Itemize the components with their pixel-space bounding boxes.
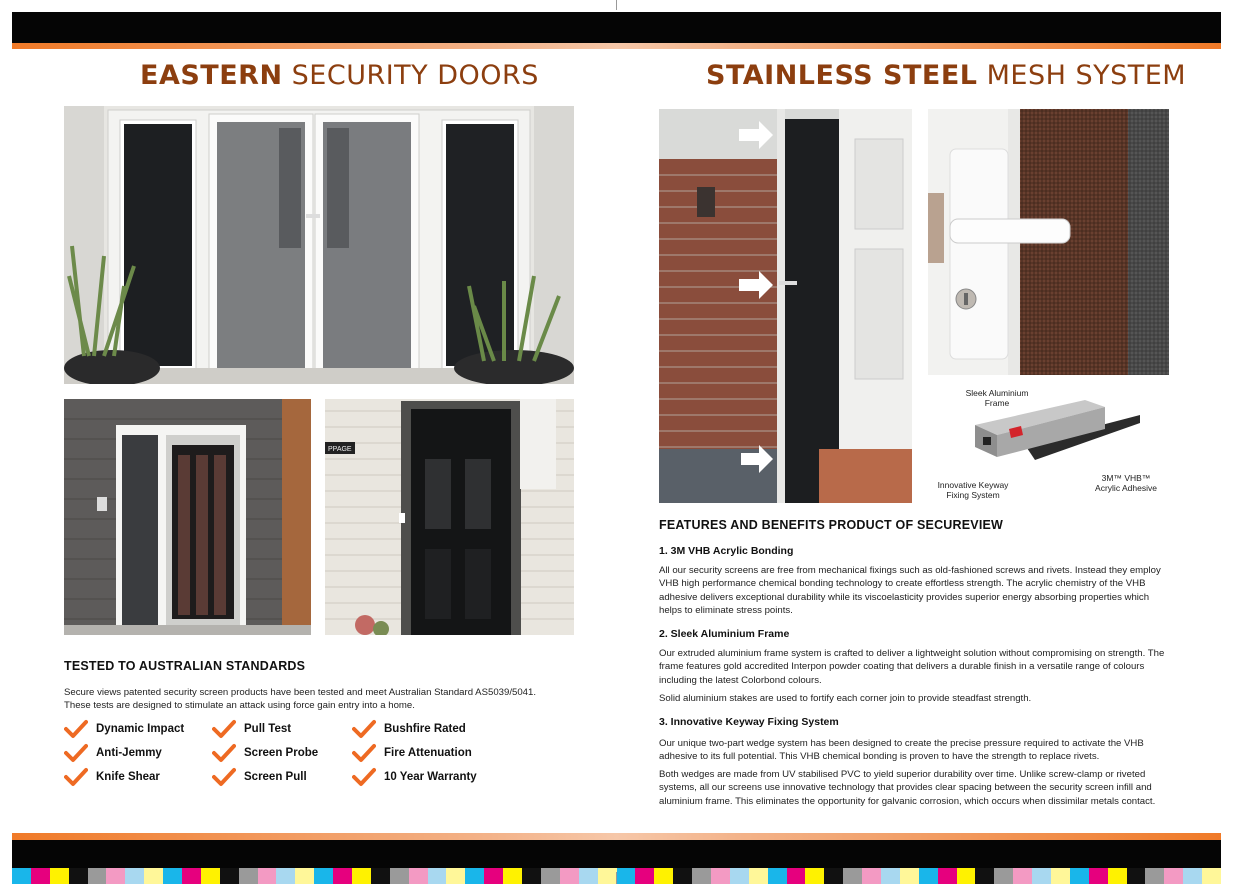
checkmark-icon <box>352 719 376 739</box>
check-item <box>64 719 184 739</box>
color-swatch <box>12 868 31 884</box>
color-swatch <box>220 868 239 884</box>
color-swatch <box>1089 868 1108 884</box>
color-swatch <box>106 868 125 884</box>
color-swatch <box>1070 868 1089 884</box>
color-swatch <box>88 868 107 884</box>
color-swatch <box>182 868 201 884</box>
check-label: Screen Pull <box>244 771 307 783</box>
color-swatch <box>50 868 69 884</box>
check-label: Knife Shear <box>96 771 160 783</box>
color-swatch <box>1164 868 1183 884</box>
check-item <box>352 767 477 787</box>
feature-1-text: All our security screens are free from mechanical fixings such as old-fashioned screws and rivets. Instead they employ VHB high performance chemical bonding technology to create effortless strength. The acrylic chemistry of the VHB adhesive delivers exceptional durability while its viscoelasticity provides superior energy absorbing properties which helps to eliminate stress points. <box>659 565 1161 616</box>
photo-black-door <box>325 399 574 635</box>
checkmark-icon <box>212 743 236 763</box>
color-swatch <box>692 868 711 884</box>
color-swatch <box>598 868 617 884</box>
color-swatch <box>314 868 333 884</box>
bottom-orange-stripe <box>12 833 1221 840</box>
checkmark-icon <box>212 719 236 739</box>
color-swatch <box>824 868 843 884</box>
color-swatch <box>862 868 881 884</box>
photo-open-screen-door <box>659 109 912 503</box>
photo-double-doors <box>64 106 574 384</box>
color-swatch <box>428 868 447 884</box>
color-swatch <box>125 868 144 884</box>
color-swatch <box>673 868 692 884</box>
check-label: Fire Attenuation <box>384 747 472 759</box>
left-page-title <box>140 60 539 91</box>
color-swatch <box>276 868 295 884</box>
checkmark-icon <box>212 767 236 787</box>
color-swatch <box>1145 868 1164 884</box>
color-swatch <box>1051 868 1070 884</box>
color-swatch <box>503 868 522 884</box>
color-swatch <box>409 868 428 884</box>
check-item <box>212 719 291 739</box>
color-swatch <box>1183 868 1202 884</box>
color-swatch <box>69 868 88 884</box>
color-swatch <box>390 868 409 884</box>
color-swatch <box>295 868 314 884</box>
feature-1-title: 1. 3M VHB Acrylic Bonding <box>659 545 794 557</box>
color-swatch <box>1032 868 1051 884</box>
color-swatch <box>1127 868 1146 884</box>
standards-heading: TESTED TO AUSTRALIAN STANDARDS <box>64 659 306 673</box>
color-swatch <box>843 868 862 884</box>
color-swatch <box>163 868 182 884</box>
checkmark-icon <box>64 719 88 739</box>
check-item <box>212 767 307 787</box>
check-label: Bushfire Rated <box>384 723 466 735</box>
color-swatch <box>919 868 938 884</box>
color-swatch <box>957 868 976 884</box>
title-light: SECURITY DOORS <box>291 60 539 91</box>
diagram-label-keyway: Innovative Keyway Fixing System <box>937 480 1009 500</box>
color-swatch <box>31 868 50 884</box>
check-item <box>64 743 162 763</box>
feature-2-text: Our extruded aluminium frame system is crafted to deliver a lightweight solution without compromising on strength. The frame features gold accredited Interpon powder coating that delivers a durable finish in a versatile range of colours including the latest Colorbond colours. <box>659 648 1165 686</box>
color-swatch <box>654 868 673 884</box>
color-swatch <box>333 868 352 884</box>
check-label: 10 Year Warranty <box>384 771 477 783</box>
crop-mark <box>616 872 617 884</box>
color-swatch <box>938 868 957 884</box>
check-label: Dynamic Impact <box>96 723 185 735</box>
house-sign: PPAGE <box>328 446 352 453</box>
color-swatch <box>749 868 768 884</box>
color-swatch <box>144 868 163 884</box>
checkmark-icon <box>352 767 376 787</box>
color-swatch <box>579 868 598 884</box>
color-swatch <box>201 868 220 884</box>
check-item <box>352 719 466 739</box>
check-label: Screen Probe <box>244 747 319 759</box>
features-heading: FEATURES AND BENEFITS PRODUCT OF SECUREVIEW <box>659 518 1004 532</box>
checkmark-icon <box>352 743 376 763</box>
top-black-bar <box>12 12 1221 43</box>
color-swatch <box>258 868 277 884</box>
color-swatch <box>975 868 994 884</box>
color-swatch <box>1013 868 1032 884</box>
color-swatch <box>768 868 787 884</box>
title-bold: STAINLESS STEEL <box>706 60 978 91</box>
color-swatch <box>1108 868 1127 884</box>
color-swatch <box>484 868 503 884</box>
checkmark-icon <box>64 743 88 763</box>
feature-2-title: 2. Sleek Aluminium Frame <box>659 628 790 640</box>
feature-3-text: Our unique two-part wedge system has been designed to create the precise pressure required to activate the VHB adhesive to its full potential. This VHB chemical bonding is proven to have the strength to replace rivets. <box>659 738 1144 763</box>
color-swatch <box>446 868 465 884</box>
color-swatch <box>239 868 258 884</box>
check-item <box>212 743 318 763</box>
photo-handle-mesh <box>928 109 1169 375</box>
title-bold: EASTERN <box>140 60 283 91</box>
color-swatch <box>1202 868 1221 884</box>
feature-3-text-2: Both wedges are made from UV stabilised PVC to yield superior durability over time. Unlike screw-clamp or riveted systems, all our screens use innovative technology that provides clear spacing between the security screen infill and aluminium frame. This eliminates the opportunity for galvanic corrosion, which occurs when dissimilar metals contact. <box>659 769 1156 807</box>
color-swatch <box>730 868 749 884</box>
color-swatch <box>560 868 579 884</box>
feature-2-text-2: Solid aluminium stakes are used to fortify each corner join to provide steadfast strength. <box>659 693 1032 704</box>
color-swatch <box>352 868 371 884</box>
color-swatch <box>617 868 636 884</box>
check-item <box>64 767 160 787</box>
diagram-label-adhesive: 3M™ VHB™ Acrylic Adhesive <box>1095 473 1157 493</box>
color-swatch <box>371 868 390 884</box>
color-swatch <box>711 868 730 884</box>
title-light: MESH SYSTEM <box>986 60 1187 91</box>
color-swatch <box>881 868 900 884</box>
color-swatch <box>994 868 1013 884</box>
color-swatch <box>787 868 806 884</box>
color-swatch <box>465 868 484 884</box>
photo-brick-entry <box>64 399 311 635</box>
color-swatch <box>805 868 824 884</box>
checkmark-icon <box>64 767 88 787</box>
check-item <box>352 743 472 763</box>
standards-text: Secure views patented security screen products have been tested and meet Australian Standard AS5039/5041. These tests are designed to stimulate an attack using force gain entry into a home. <box>64 687 536 712</box>
color-swatch <box>522 868 541 884</box>
color-swatch <box>900 868 919 884</box>
check-label: Pull Test <box>244 723 292 735</box>
feature-3-title: 3. Innovative Keyway Fixing System <box>659 716 839 728</box>
standards-checklist <box>64 719 564 799</box>
right-page-title <box>706 60 1186 91</box>
top-orange-stripe <box>12 43 1221 49</box>
crop-mark <box>616 0 617 10</box>
check-label: Anti-Jemmy <box>96 747 162 759</box>
color-swatch <box>541 868 560 884</box>
bottom-black-bar <box>12 840 1221 868</box>
color-swatch <box>635 868 654 884</box>
diagram-label-frame: Sleek Aluminium Frame <box>965 388 1029 408</box>
